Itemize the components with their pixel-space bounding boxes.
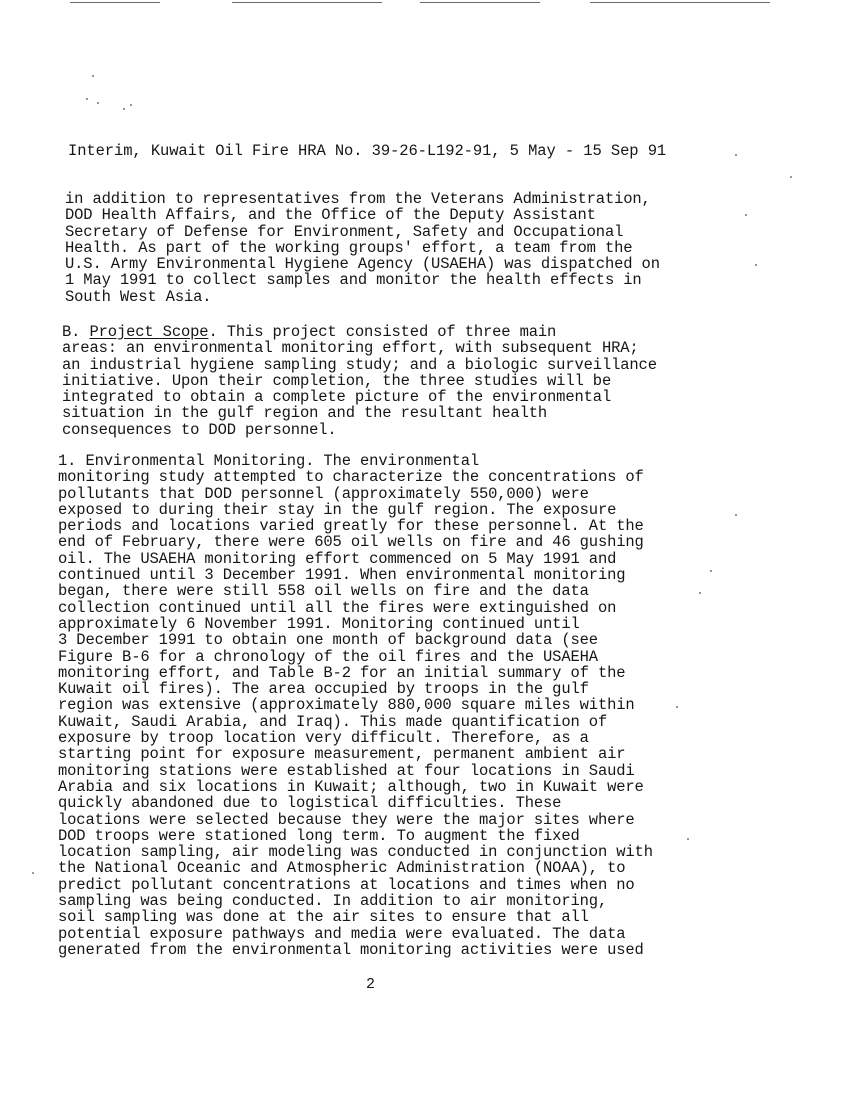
scan-speck [790,176,792,178]
scan-line [232,2,382,3]
section-label-b: B. [62,323,81,341]
document-header: Interim, Kuwait Oil Fire HRA No. 39-26-L192-91, 5 May - 15 Sep 91 [68,142,667,160]
page-number: 2 [366,976,376,993]
section-heading-environmental-monitoring: Environmental Monitoring. [85,452,315,470]
scan-speck [130,104,132,106]
scan-line [590,2,770,3]
scan-speck [123,108,125,110]
scan-speck [97,102,99,104]
paragraph-environmental-monitoring [58,453,778,958]
scan-speck [735,154,737,156]
paragraph-intro-text: in addition to representatives from the Veterans Administration, DOD Health Affairs, and the Office of the Deputy Assistant Secretary of Defense for Environment, Safety and Occupational Health. As part of the working groups' effort, a team from the U.S. Army Environmental Hygiene Agency (USAEHA) was dispatched on 1 May 1991 to collect samples and monitor the health effects in South West Asia. [65,190,660,306]
scan-speck [32,872,34,874]
section-label-1: 1. [58,452,77,470]
section-heading-project-scope: Project Scope [89,323,209,341]
paragraph-project-scope-text: . This project consisted of three main areas: an environmental monitoring effort, with subsequent HRA; an industrial hygiene sampling study; and a biologic surveillance initiative. Upon their completion, the three studies will be integrated to obtain a complete picture of the environmental situation in the gulf region and the resultant health consequences to DOD personnel. [62,323,657,439]
paragraph-project-scope [62,324,782,438]
paragraph-intro [65,191,765,305]
scan-speck [92,75,94,77]
scan-line [70,2,160,3]
scan-speck [86,98,88,100]
paragraph-environmental-monitoring-text: The environmental monitoring study attempted to characterize the concentrations of pollutants that DOD personnel (approximately 550,000) were exposed to during their stay in the gulf region. The exposure periods and locations varied greatly for these personnel. At the end of February, there were 605 oil wells on fire and 46 gushing oil. The USAEHA monitoring effort commenced on 5 May 1991 and continued until 3 December 1991. When environmental monitoring began, there were still 558 oil wells on fire and the data collection continued until all the fires were extinguished on approximately 6 November 1991. Monitoring continued until 3 December 1991 to obtain one month of background data (see Figure B-6 for a chronology of the oil fires and the USAEHA monitoring effort, and Table B-2 for an initial summary of the Kuwait oil fires). The area occupied by troops in the gulf region was extensive (approximately 880,000 square miles within Kuwait, Saudi Arabia, and Iraq). This made quantification of exposure by troop location very difficult. Therefore, as a starting point for exposure measurement, permanent ambient air monitoring stations were established at four locations in Saudi Arabia and six locations in Kuwait; although, two in Kuwait were quickly abandoned due to logistical difficulties. These locations were selected because they were the major sites where DOD troops were stationed long term. To augment the fixed location sampling, air modeling was conducted in conjunction with the National Oceanic and Atmospheric Administration (NOAA), to predict pollutant concentrations at locations and times when no sampling was being conducted. In addition to air monitoring, soil sampling was done at the air sites to ensure that all potential exposure pathways and media were evaluated. The data generated from the environmental monitoring activities were used [58,452,653,959]
scan-line [420,2,540,3]
